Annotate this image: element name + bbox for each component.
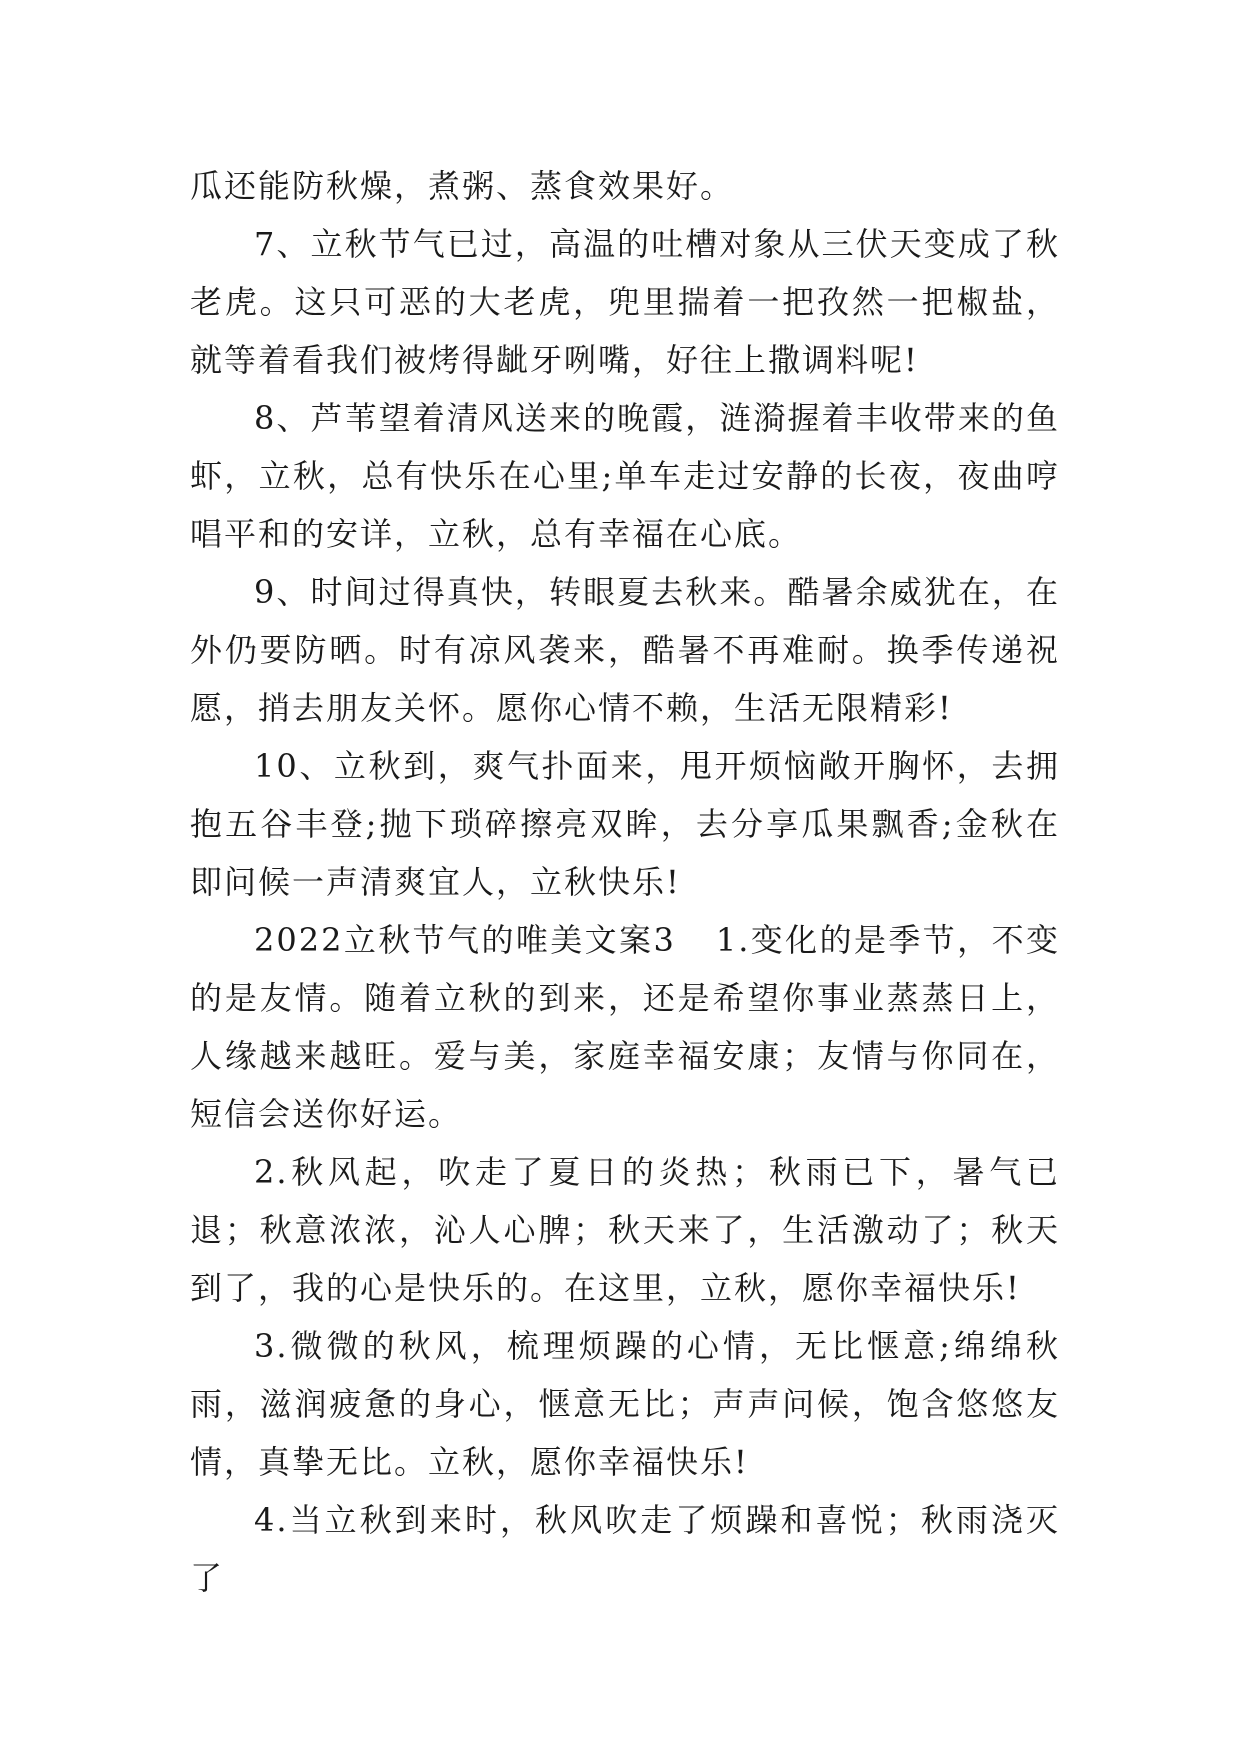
item-1: 1.变化的是季节，不变的是友情。随着立秋的到来，还是希望你事业蒸蒸日上，人缘越来越旺。爱与美，家庭幸福安康；友情与你同在，短信会送你好运。 <box>190 921 1060 1133</box>
item-3: 3.微微的秋风，梳理烦躁的心情，无比惬意;绵绵秋雨，滋润疲惫的身心，惬意无比；声声问候，饱含悠悠友情，真挚无比。立秋，愿你幸福快乐! <box>190 1327 1060 1481</box>
paragraph-7: 7、立秋节气已过，高温的吐槽对象从三伏天变成了秋老虎。这只可恶的大老虎，兜里揣着一把孜然一把椒盐，就等着看我们被烤得龇牙咧嘴，好往上撒调料呢! <box>190 225 1060 379</box>
item-4: 4.当立秋到来时，秋风吹走了烦躁和喜悦；秋雨浇灭了 <box>190 1501 1060 1597</box>
paragraph-8: 8、芦苇望着清风送来的晚霞，涟漪握着丰收带来的鱼虾，立秋，总有快乐在心里;单车走过安静的长夜，夜曲哼唱平和的安详，立秋，总有幸福在心底。 <box>190 399 1060 553</box>
section-paragraph <box>190 911 1060 1143</box>
paragraph-9: 9、时间过得真快，转眼夏去秋来。酷暑余威犹在，在外仍要防晒。时有凉风袭来，酷暑不再难耐。换季传递祝愿，捎去朋友关怀。愿你心情不赖，生活无限精彩! <box>190 573 1060 727</box>
item-2: 2.秋风起，吹走了夏日的炎热；秋雨已下，暑气已退；秋意浓浓，沁人心脾；秋天来了，生活激动了；秋天到了，我的心是快乐的。在这里，立秋，愿你幸福快乐! <box>190 1153 1060 1307</box>
paragraph-0: 瓜还能防秋燥，煮粥、蒸食效果好。 <box>190 167 735 205</box>
paragraph-10: 10、立秋到，爽气扑面来，甩开烦恼敞开胸怀，去拥抱五谷丰登;抛下琐碎擦亮双眸，去分享瓜果飘香;金秋在即问候一声清爽宜人，立秋快乐! <box>190 747 1060 901</box>
section-heading: 2022立秋节气的唯美文案3 <box>254 921 676 959</box>
document-body <box>190 157 1060 1607</box>
